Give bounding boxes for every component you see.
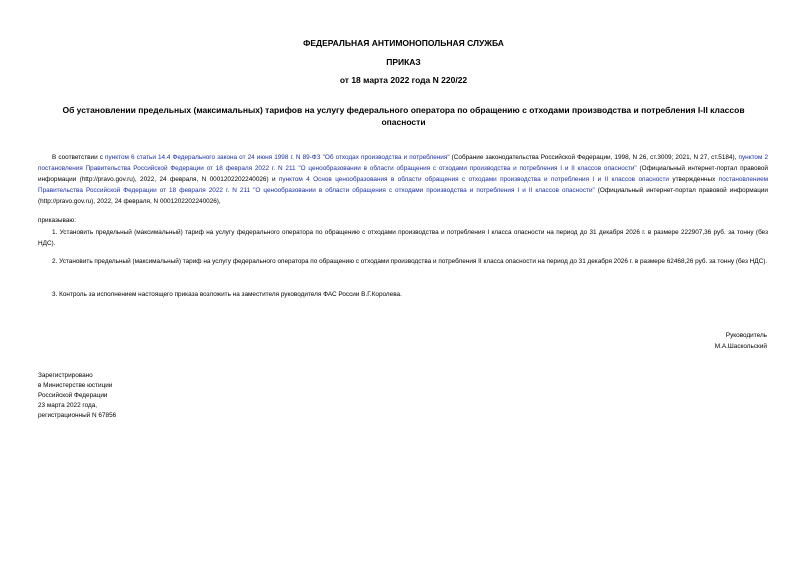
preamble-text-4: утвержденных — [668, 176, 719, 183]
resolution-211-link[interactable]: пунктом 2 постановления Правительства Российской Федерации от 18 февраля 2022 г. N 211 "О ценообразовании в области обращения с отходами производства и потребления I и II классов опасности" — [38, 154, 769, 172]
registration-line: в Министерстве юстиции — [38, 382, 113, 389]
resolution-211-approved-link[interactable]: постановлением Правительства Российской Федерации от 18 февраля 2022 г. N 211 "О ценообразовании в области обращения с отходами производства и потребления I и II классов опасности" — [38, 176, 769, 194]
doc-date-number: от 18 марта 2022 года N 220/22 — [339, 75, 468, 85]
preamble — [38, 152, 768, 207]
registration-line: Зарегистрировано — [38, 372, 93, 379]
registration-line: Российской Федерации — [38, 392, 108, 399]
order-word: приказываю: — [38, 217, 76, 224]
signer-position: Руководитель — [725, 332, 767, 339]
doc-type: ПРИКАЗ — [386, 57, 421, 67]
order-item-2: 2. Установить предельный (максимальный) тариф на услугу федерального оператора по обращению с отходами производства и потребления II класса опасности на период до 31 декабря 2026 г. в размере 62468,26 руб. за тонну (без НДС). — [52, 258, 768, 265]
preamble-text-3: (Официальный интернет-портал правовой информации (http://pravo.gov.ru), 2022, 24 февраля, N 0001202202240026) и — [38, 165, 768, 183]
doc-title: Об установлении предельных (максимальных) тарифов на услугу федерального оператора по обращению с отходами производства и потребления I-II классов опасности — [62, 105, 745, 127]
registration-block — [38, 371, 116, 421]
order-item-1: 1. Установить предельный (максимальный) тариф на услугу федерального оператора по обращению с отходами производства и потребления I класса опасности на период до 31 декабря 2026 г. в размере 222907,36 руб. за тонну (без НДС). — [38, 229, 768, 247]
preamble-text-1: В соответствии с — [52, 154, 106, 161]
signature-block — [715, 330, 767, 352]
order-item-3: 3. Контроль за исполнением настоящего приказа возложить на заместителя руководителя ФАС России В.Г.Королева. — [52, 291, 402, 298]
preamble-text-5: (Официальный интернет-портал правовой информации (http://pravo.gov.ru), 2022, 24 февраля, N 0001202202240026), — [38, 187, 768, 205]
registration-line: 23 марта 2022 года, — [38, 402, 98, 409]
preamble-text-2: (Собрание законодательства Российской Федерации, 1998, N 26, ст.3009; 2021, N 27, ст.5184), — [449, 154, 739, 161]
registration-line: регистрационный N 67856 — [38, 412, 117, 419]
law-89fz-link[interactable]: пунктом 6 статьи 14.4 Федерального закона от 24 июня 1998 г. N 89-ФЗ "Об отходах производства и потребления" — [105, 154, 450, 161]
signer-name: М.А.Шаскольский — [714, 343, 767, 350]
pricing-basics-link[interactable]: пунктом 4 Основ ценообразования в области обращения с отходами производства и потребления I и II классов опасности — [278, 176, 669, 183]
agency-name: ФЕДЕРАЛЬНАЯ АНТИМОНОПОЛЬНАЯ СЛУЖБА — [303, 38, 504, 48]
